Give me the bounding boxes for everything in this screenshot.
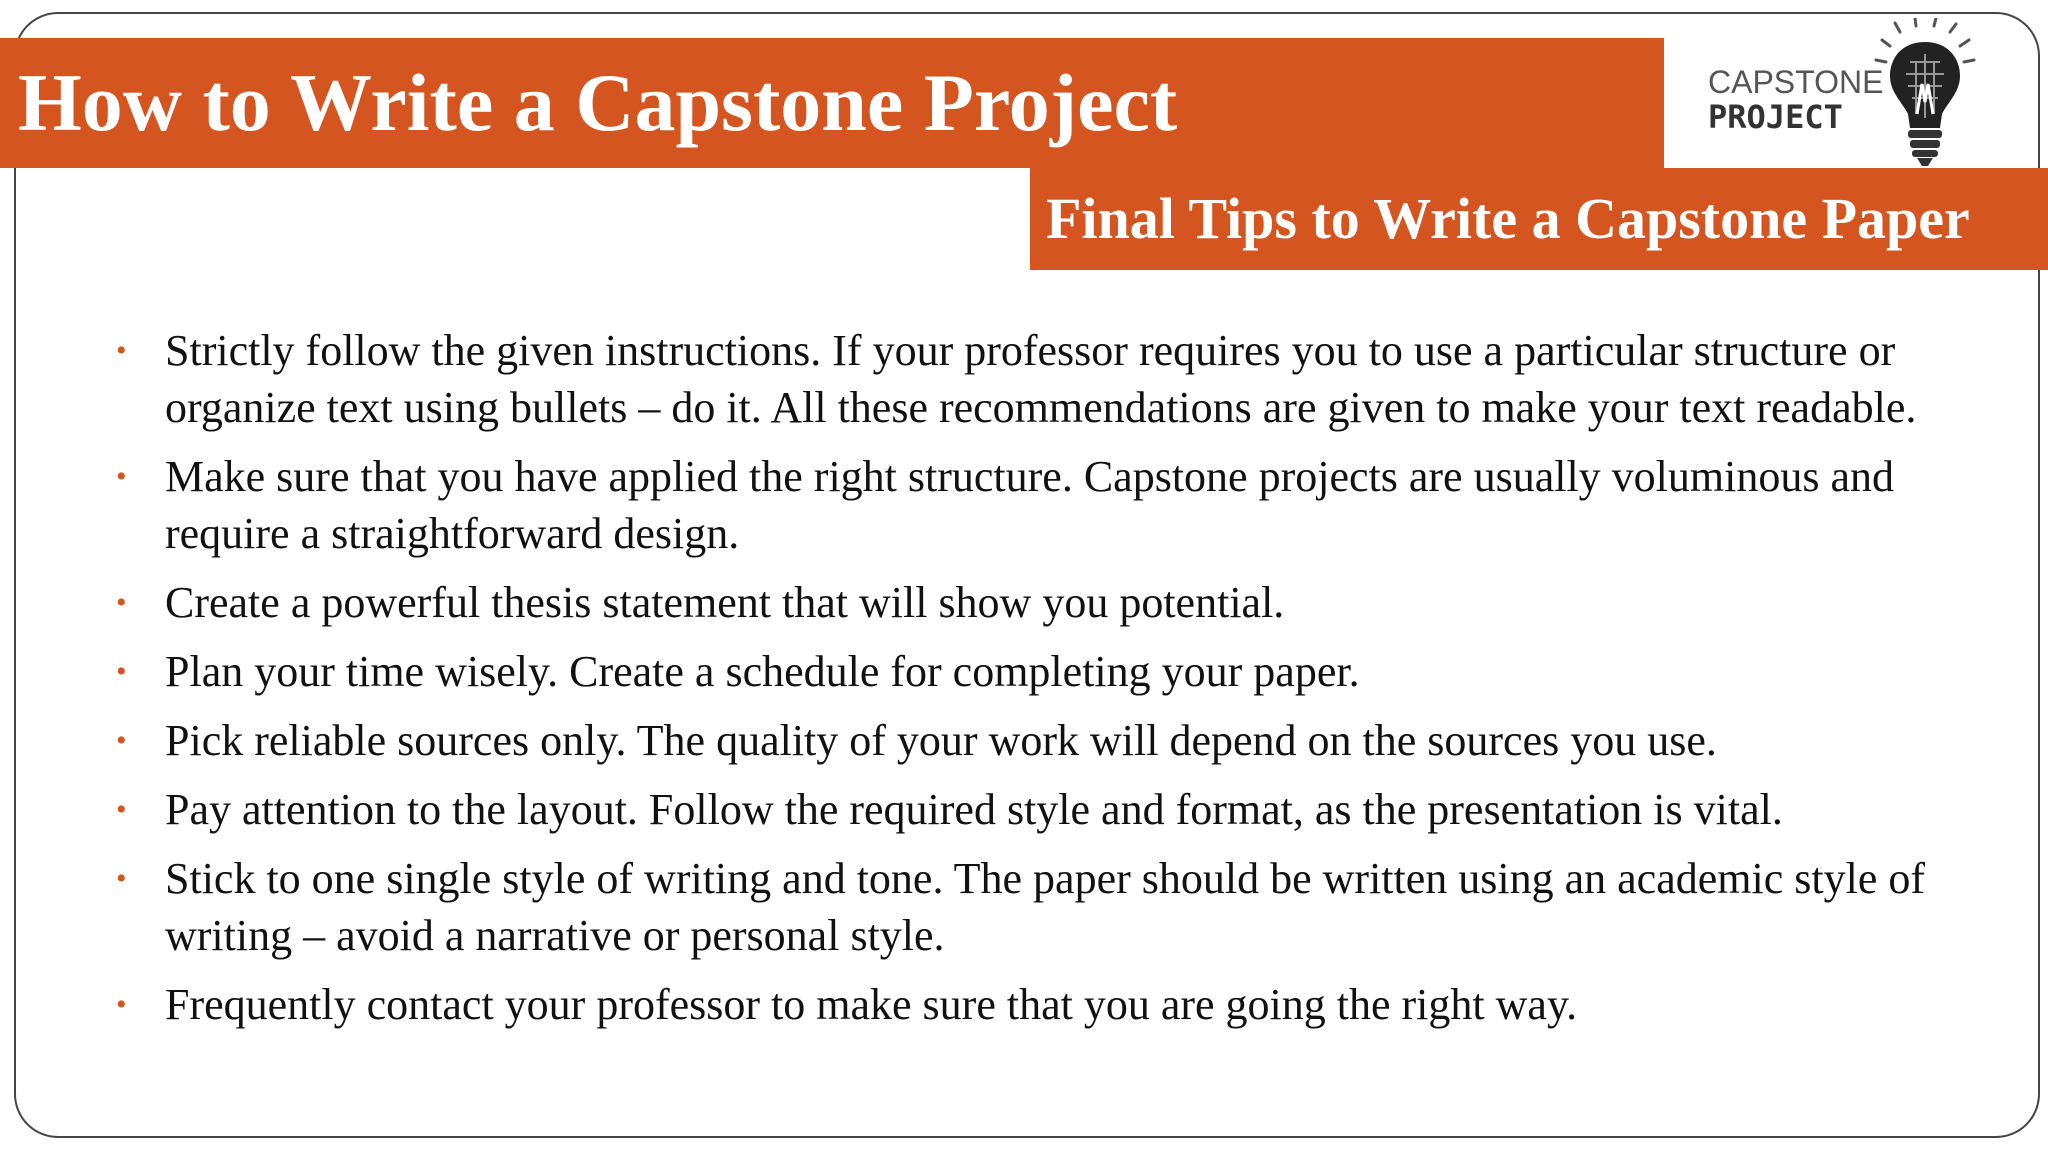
tip-text: Strictly follow the given instructions. If your professor requires you to use a particular structure or organize text using bullets – do it. All these recommendations are given to make your text readable.: [165, 326, 1917, 432]
logo-text-capstone: CAPSTONE: [1708, 64, 1884, 100]
list-item: [110, 850, 1990, 964]
tip-text: Pay attention to the layout. Follow the required style and format, as the presentation is vital.: [165, 785, 1783, 834]
list-item: [110, 643, 1990, 700]
tip-text: Frequently contact your professor to make sure that you are going the right way.: [165, 980, 1578, 1029]
bullet-icon: •: [116, 862, 127, 895]
slide-subtitle: Final Tips to Write a Capstone Paper: [1046, 186, 1970, 251]
bullet-icon: •: [116, 724, 127, 757]
list-item: [110, 574, 1990, 631]
slide-title: How to Write a Capstone Project: [18, 57, 1178, 148]
capstone-project-logo: [1700, 18, 1980, 168]
tip-text: Stick to one single style of writing and tone. The paper should be written using an academic style of writing – avoid a narrative or personal style.: [165, 854, 1925, 960]
tip-text: Plan your time wisely. Create a schedule for completing your paper.: [165, 647, 1360, 696]
list-item: [110, 448, 1990, 562]
tips-list: [110, 322, 1990, 1045]
tip-text: Create a powerful thesis statement that will show you potential.: [165, 578, 1285, 627]
bullet-icon: •: [116, 988, 127, 1021]
logo-text-project: PROJECT: [1708, 98, 1843, 136]
bullet-icon: •: [116, 655, 127, 688]
light-bulb-icon: [1870, 18, 1980, 168]
list-item: [110, 976, 1990, 1033]
list-item: [110, 781, 1990, 838]
tip-text: Make sure that you have applied the right structure. Capstone projects are usually voluminous and require a straightforward design.: [165, 452, 1894, 558]
list-item: [110, 712, 1990, 769]
bullet-icon: •: [116, 586, 127, 619]
bullet-icon: •: [116, 793, 127, 826]
list-item: [110, 322, 1990, 436]
tip-text: Pick reliable sources only. The quality of your work will depend on the sources you use.: [165, 716, 1717, 765]
bullet-icon: •: [116, 460, 127, 493]
bullet-icon: •: [116, 334, 127, 367]
